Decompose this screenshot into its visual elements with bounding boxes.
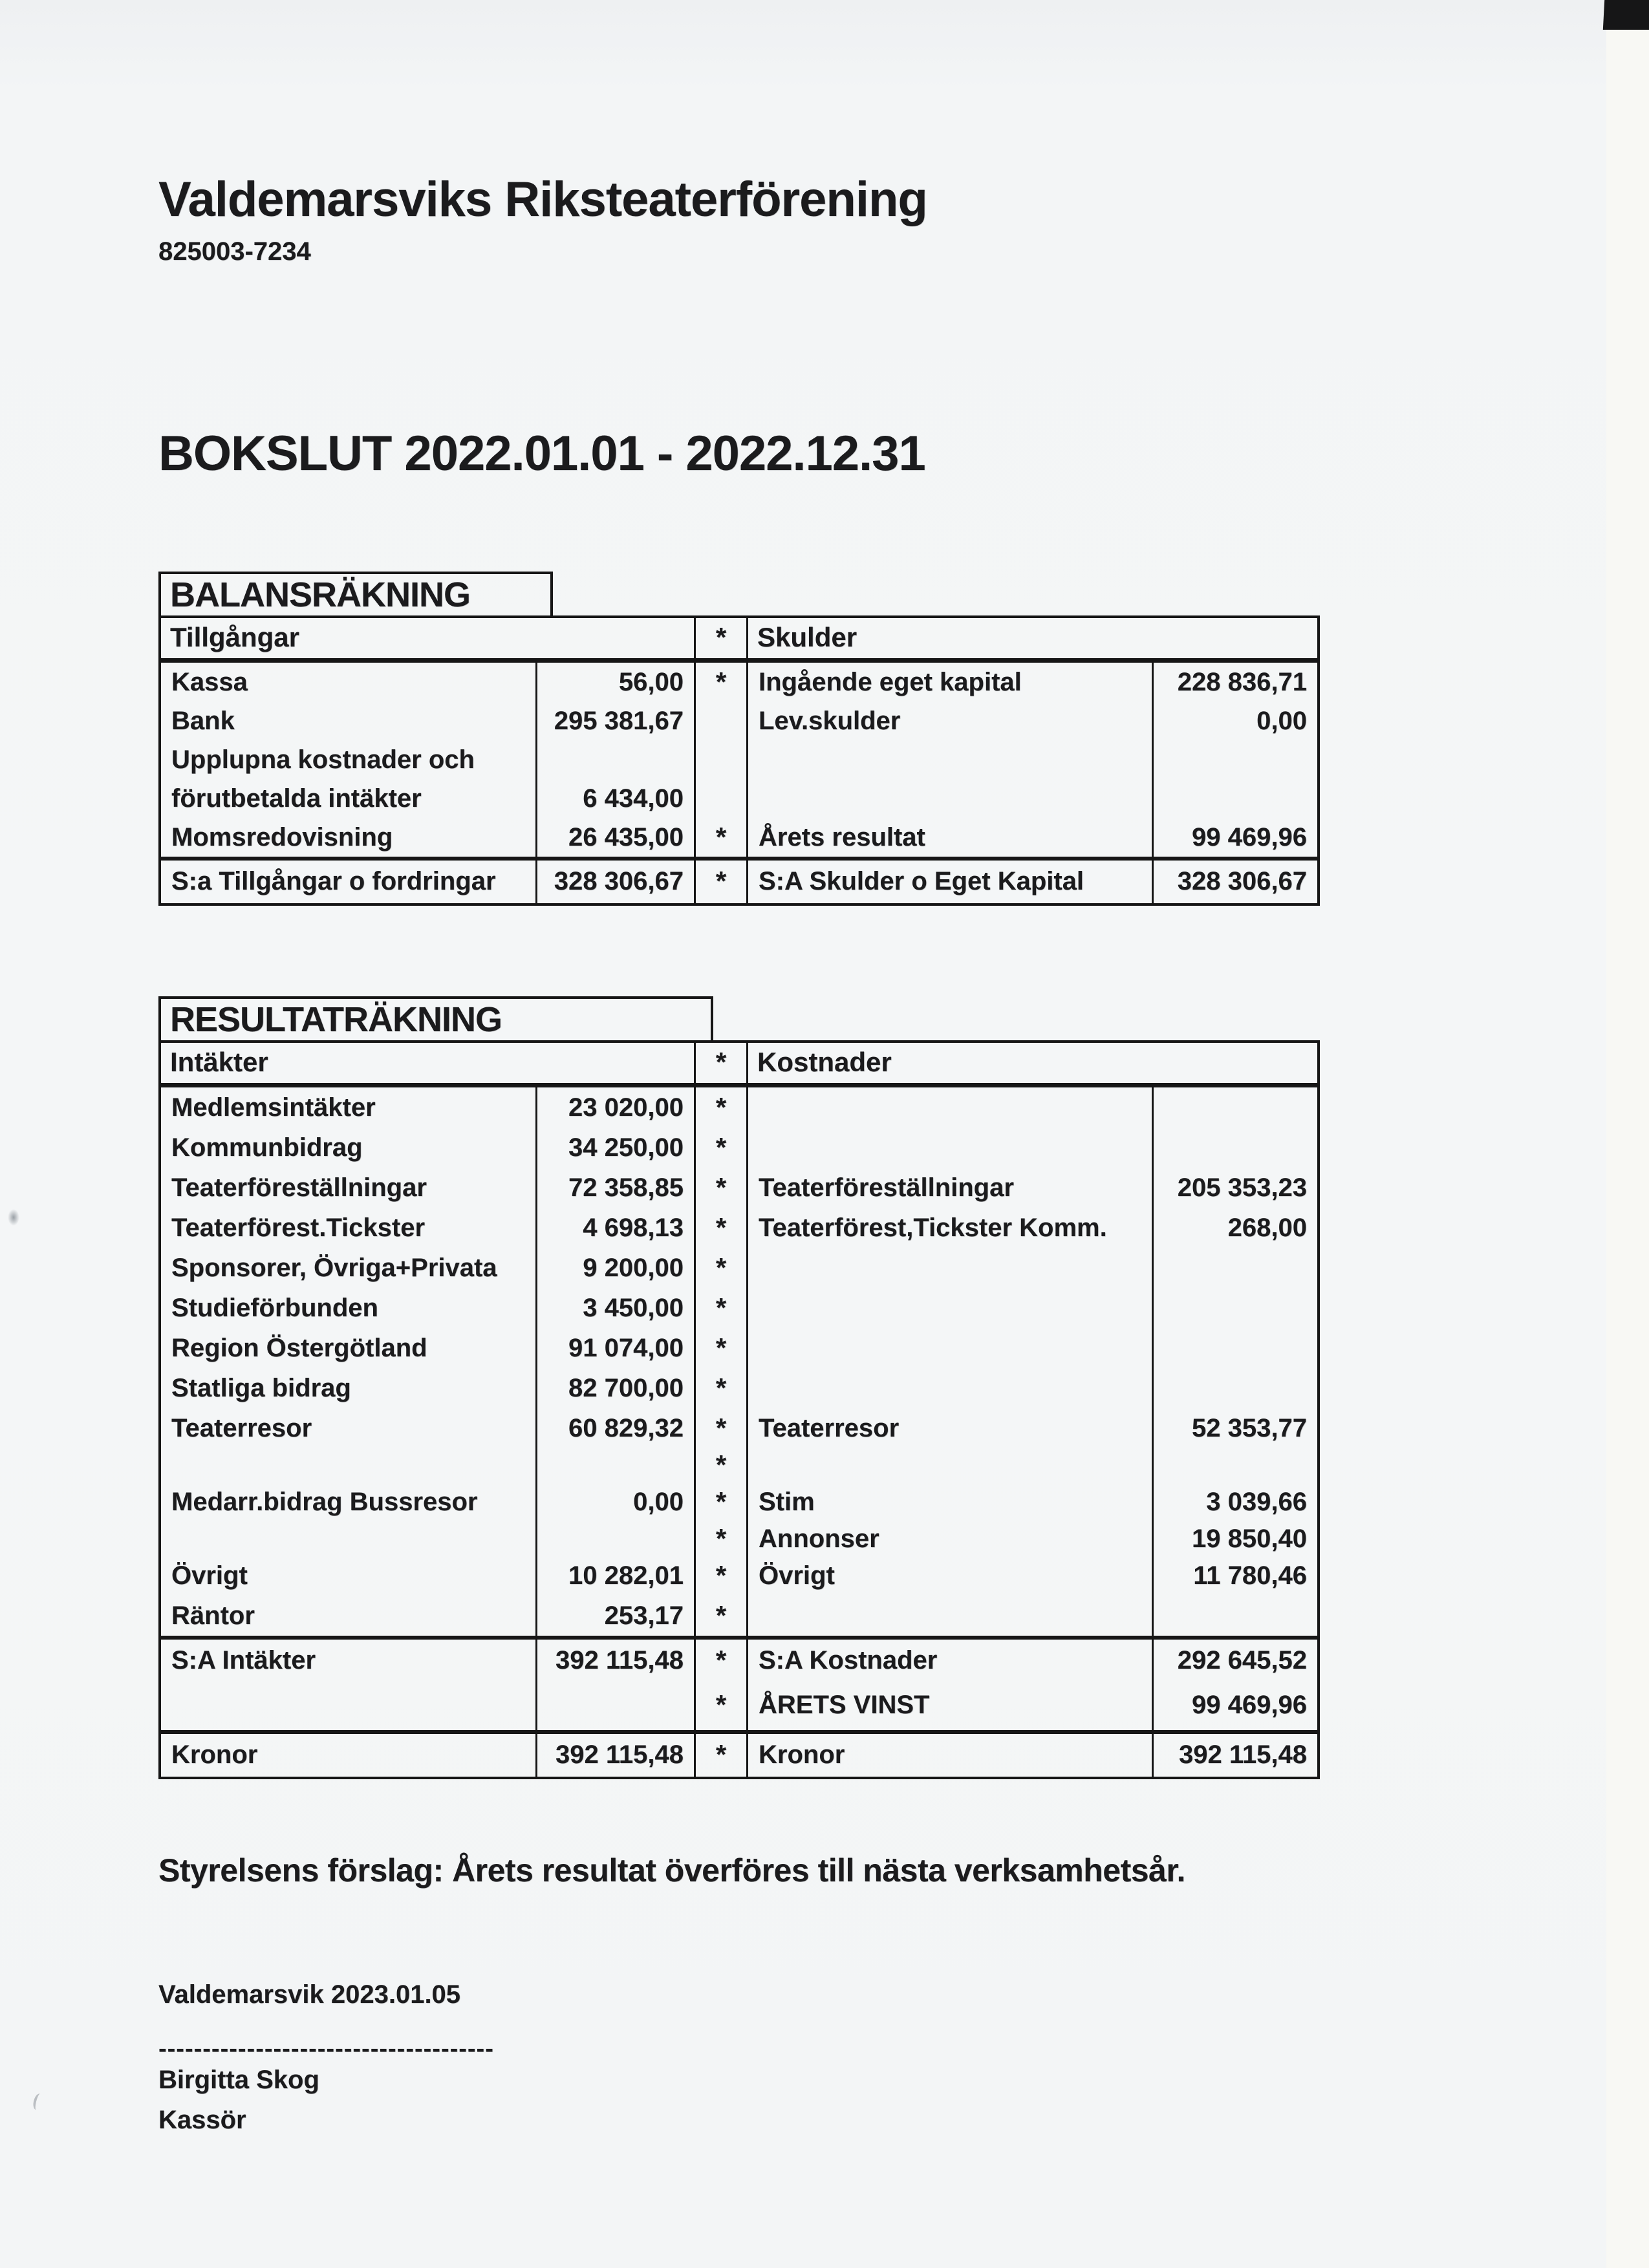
row-label-right: Teaterförest,Tickster Komm. [748,1208,1154,1248]
row-value-left [537,740,696,779]
result-table-body [161,1087,1317,1777]
row-label-left: Övrigt [161,1556,537,1596]
row-value-left: 253,17 [537,1596,696,1636]
row-value-left: 23 020,00 [537,1087,696,1128]
row-value-left: 60 829,32 [537,1408,696,1448]
row-label-left: Teaterförest.Tickster [161,1208,537,1248]
asterisk-marker: * [696,1682,748,1730]
row-label-left: Momsredovisning [161,818,537,857]
signature-line: -------------------------------------- [158,2035,494,2062]
result-table-header-row [161,1043,1317,1087]
table-row [161,818,1317,857]
asterisk-marker [696,740,748,779]
row-value-right [1154,1368,1317,1408]
document-content [158,0,1452,2135]
row-value-left: 34 250,00 [537,1128,696,1168]
table-row [161,1408,1317,1448]
scan-edge-strip [1606,0,1649,2268]
table-row [161,1596,1317,1636]
row-label-right [748,1288,1154,1328]
row-label-right: Övrigt [748,1556,1154,1596]
row-label-left: S:a Tillgångar o fordringar [161,861,537,903]
row-value-right [1154,1087,1317,1128]
organization-name: Valdemarsviks Riksteaterförening [158,172,927,227]
row-label-left: S:A Intäkter [161,1640,537,1682]
row-value-right: 268,00 [1227,1214,1307,1242]
row-label-left [161,1522,537,1556]
result-section [158,996,1452,1779]
asterisk-marker: * [696,1368,748,1408]
row-value-left [537,1448,696,1482]
row-label-right [748,1087,1154,1128]
table-row [161,1482,1317,1522]
asterisk-marker: * [696,1408,748,1448]
row-value-right: 228 836,71 [1177,668,1307,696]
row-label-right [748,1596,1154,1636]
row-value-right: 205 353,23 [1177,1173,1307,1202]
result-right-column-header: Kostnader [757,1047,892,1077]
table-row [161,1522,1317,1556]
row-label-right: Teaterresor [748,1408,1154,1448]
balance-section-title: BALANSRÄKNING [170,575,470,614]
row-label-left: Upplupna kostnader och [161,740,537,779]
asterisk-marker: * [696,663,748,701]
row-label-left: Teaterresor [161,1408,537,1448]
asterisk-marker: * [696,1328,748,1368]
table-row [161,1636,1317,1682]
organization-number: 825003-7234 [158,237,311,266]
signer-role: Kassör [158,2106,246,2134]
table-row [161,1128,1317,1168]
balance-table-body [161,663,1317,903]
row-label-left: Medarr.bidrag Bussresor [161,1482,537,1522]
row-value-right [1154,1596,1317,1636]
table-row [161,1328,1317,1368]
asterisk-marker: * [696,1087,748,1128]
table-row [161,1168,1317,1208]
table-row [161,663,1317,701]
table-row [161,740,1317,779]
row-value-left: 82 700,00 [537,1368,696,1408]
row-label-right: ÅRETS VINST [748,1682,1154,1730]
row-value-right [1154,1328,1317,1368]
asterisk-marker: * [696,1248,748,1288]
row-value-right: 292 645,52 [1177,1646,1307,1674]
signer-name: Birgitta Skog [158,2066,319,2094]
row-value-right: 99 469,96 [1192,823,1307,851]
row-value-right: 19 850,40 [1192,1524,1307,1553]
row-value-left [537,1522,696,1556]
row-value-right [1154,740,1317,779]
scan-dot-artifact [8,1209,19,1226]
row-value-left: 392 115,48 [537,1734,696,1777]
balance-right-column-header: Skulder [757,622,857,652]
result-left-column-header: Intäkter [161,1043,696,1083]
row-label-right: Annonser [748,1522,1154,1556]
balance-left-column-header: Tillgångar [161,618,696,658]
row-label-right: S:A Kostnader [748,1640,1154,1682]
row-value-left: 72 358,85 [537,1168,696,1208]
row-label-right: S:A Skulder o Eget Kapital [748,861,1154,903]
row-label-right [748,1328,1154,1368]
row-value-left: 56,00 [537,663,696,701]
table-row [161,857,1317,903]
row-label-left: Region Östergötland [161,1328,537,1368]
row-label-left: förutbetalda intäkter [161,779,537,818]
row-label-left: Kassa [161,663,537,701]
table-row [161,1248,1317,1288]
table-row [161,701,1317,740]
asterisk-marker: * [696,1734,748,1777]
row-label-left: Sponsorer, Övriga+Privata [161,1248,537,1288]
row-value-left: 392 115,48 [537,1640,696,1682]
table-row [161,1730,1317,1777]
row-label-left: Medlemsintäkter [161,1087,537,1128]
row-value-left: 9 200,00 [537,1248,696,1288]
asterisk-marker: * [696,1128,748,1168]
balance-table-header-row [161,618,1317,663]
asterisk-marker: * [696,1482,748,1522]
row-label-left: Kommunbidrag [161,1128,537,1168]
row-value-left [537,1682,696,1730]
row-value-right: 99 469,96 [1192,1691,1307,1719]
row-label-right: Ingående eget kapital [748,663,1154,701]
asterisk-marker: * [696,1043,748,1083]
balance-table [158,615,1320,906]
row-label-right [748,1368,1154,1408]
table-row [161,1368,1317,1408]
row-value-right: 52 353,77 [1192,1414,1307,1442]
asterisk-marker [696,779,748,818]
row-value-right: 392 115,48 [1179,1740,1307,1769]
row-label-right: Kronor [748,1734,1154,1777]
document-title: BOKSLUT 2022.01.01 - 2022.12.31 [158,426,925,481]
scan-tick-artifact [32,2093,45,2112]
result-section-title: RESULTATRÄKNING [170,1000,502,1039]
place-and-date: Valdemarsvik 2023.01.05 [158,1980,461,2009]
row-label-left: Studieförbunden [161,1288,537,1328]
row-value-right [1154,1448,1317,1482]
row-value-left: 91 074,00 [537,1328,696,1368]
row-value-left: 26 435,00 [537,818,696,857]
row-label-right [748,740,1154,779]
row-value-left: 4 698,13 [537,1208,696,1248]
row-label-right [748,779,1154,818]
table-row [161,1288,1317,1328]
row-label-right [748,1128,1154,1168]
row-value-right [1154,1128,1317,1168]
row-label-right: Lev.skulder [748,701,1154,740]
table-row [161,1448,1317,1482]
row-label-right [748,1448,1154,1482]
row-label-left: Teaterföreställningar [161,1168,537,1208]
row-label-right [748,1248,1154,1288]
asterisk-marker: * [696,861,748,903]
row-value-right: 328 306,67 [1177,867,1307,895]
row-value-left: 328 306,67 [537,861,696,903]
result-table [158,1040,1320,1779]
row-value-left: 295 381,67 [537,701,696,740]
row-label-left: Räntor [161,1596,537,1636]
result-section-title-box [158,996,713,1043]
row-value-right [1154,1288,1317,1328]
row-value-left: 10 282,01 [537,1556,696,1596]
row-value-left: 0,00 [537,1482,696,1522]
row-label-left [161,1682,537,1730]
asterisk-marker: * [696,1448,748,1482]
asterisk-marker: * [696,618,748,658]
row-label-left: Statliga bidrag [161,1368,537,1408]
asterisk-marker [696,701,748,740]
row-value-right [1154,779,1317,818]
scan-corner-artifact [1603,0,1649,30]
table-row [161,1682,1317,1730]
asterisk-marker: * [696,1168,748,1208]
row-value-left: 3 450,00 [537,1288,696,1328]
row-value-right: 3 039,66 [1206,1488,1307,1516]
asterisk-marker: * [696,1208,748,1248]
asterisk-marker: * [696,1556,748,1596]
row-value-right: 11 780,46 [1193,1561,1307,1590]
row-value-right: 0,00 [1256,707,1307,735]
table-row [161,1208,1317,1248]
row-value-left: 6 434,00 [537,779,696,818]
asterisk-marker: * [696,1640,748,1682]
table-row [161,1087,1317,1128]
balance-section [158,572,1452,906]
balance-section-title-box [158,572,553,618]
asterisk-marker: * [696,1522,748,1556]
row-label-right: Stim [748,1482,1154,1522]
row-value-right [1154,1248,1317,1288]
board-proposal-text: Styrelsens förslag: Årets resultat överföres till nästa verksamhetsår. [158,1852,1185,1888]
asterisk-marker: * [696,1596,748,1636]
row-label-left: Bank [161,701,537,740]
asterisk-marker: * [696,818,748,857]
row-label-left [161,1448,537,1482]
row-label-right: Teaterföreställningar [748,1168,1154,1208]
row-label-left: Kronor [161,1734,537,1777]
asterisk-marker: * [696,1288,748,1328]
table-row [161,779,1317,818]
row-label-right: Årets resultat [748,818,1154,857]
table-row [161,1556,1317,1596]
